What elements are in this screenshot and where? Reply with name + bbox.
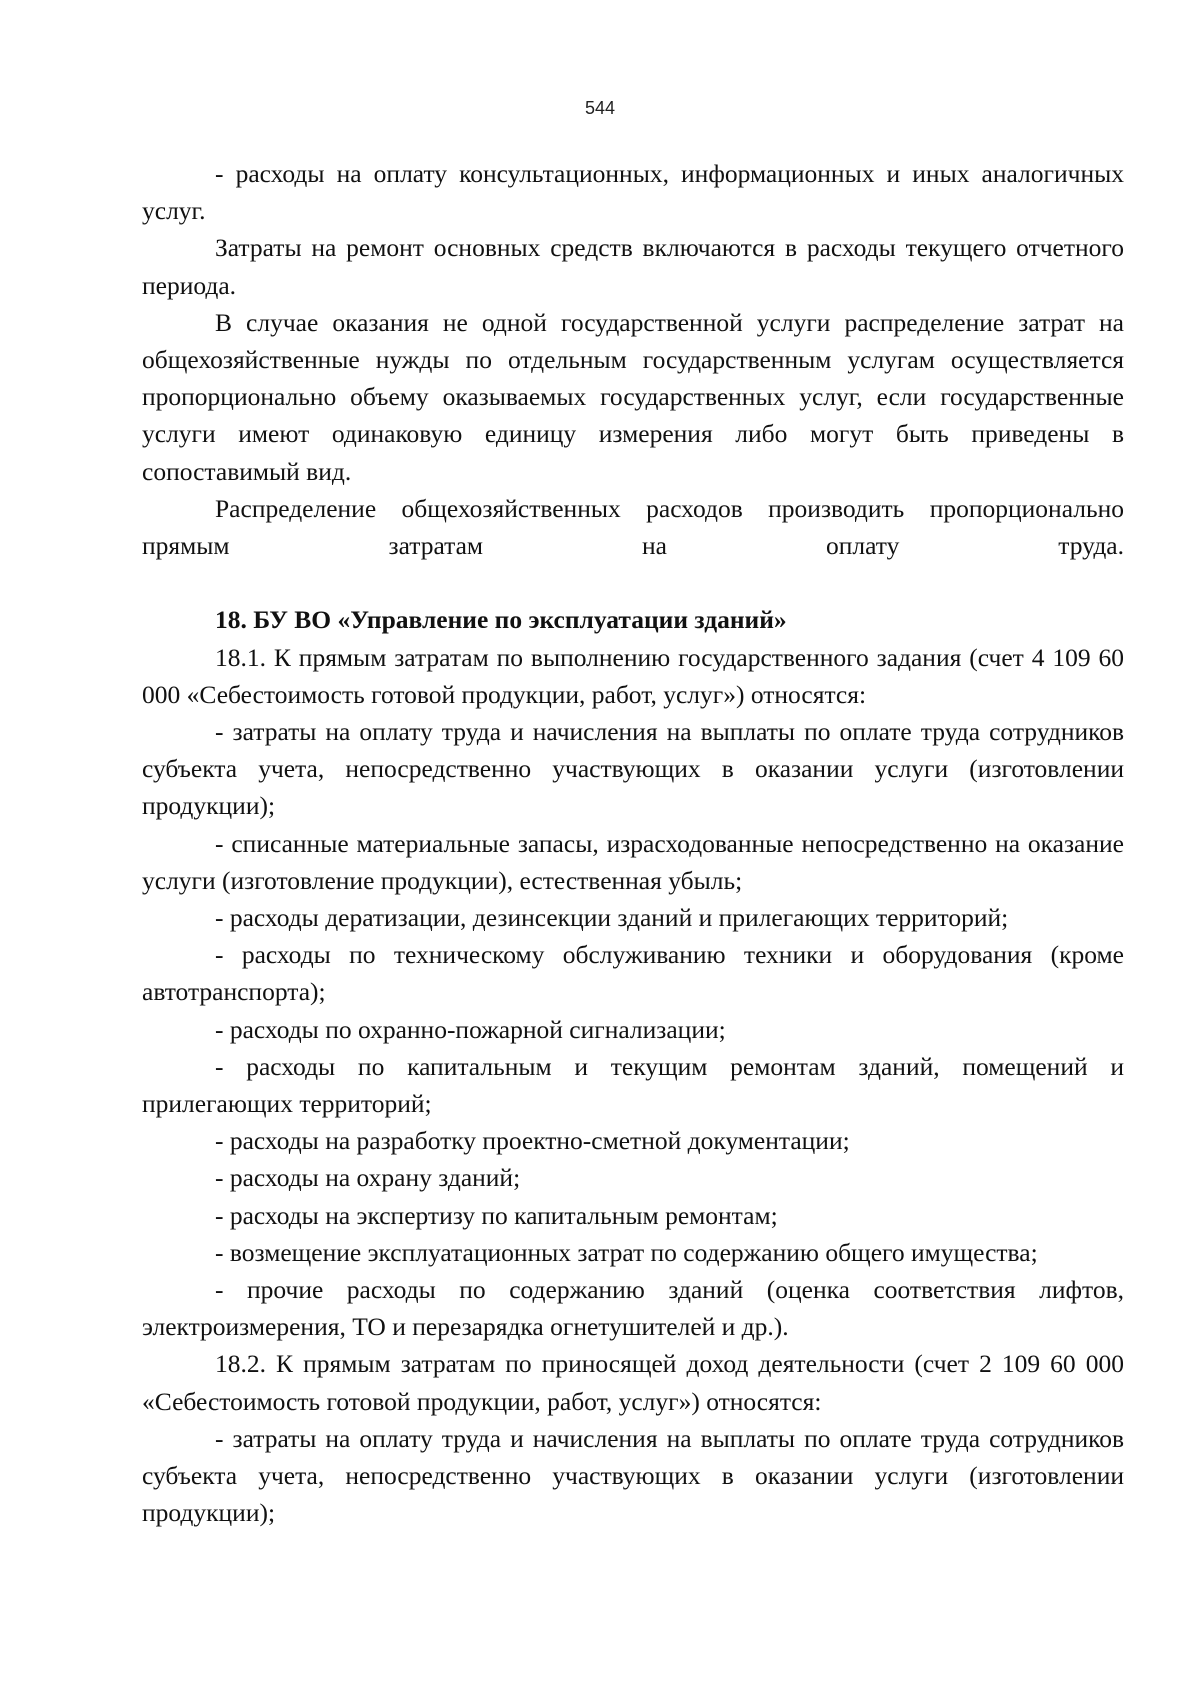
paragraph: 18.1. К прямым затратам по выполнению государственного задания (счет 4 109 60 000 «Себестоимость готовой продукции, работ, услуг») относятся:	[142, 642, 1124, 709]
section-heading: 18. БУ ВО «Управление по эксплуатации зданий»	[215, 605, 787, 635]
list-item: - расходы по техническому обслуживанию техники и оборудования (кроме автотранспорта);	[142, 940, 1124, 1007]
list-item: - прочие расходы по содержанию зданий (оценка соответствия лифтов, электроизмерения, ТО и перезарядка огнетушителей и др.).	[142, 1275, 1124, 1342]
paragraph: 18.2. К прямым затратам по приносящей доход деятельности (счет 2 109 60 000 «Себестоимость готовой продукции, работ, услуг») относятся:	[142, 1349, 1124, 1416]
list-item: - расходы на охрану зданий;	[215, 1163, 521, 1193]
document-body	[142, 155, 1124, 1532]
list-item: - возмещение эксплуатационных затрат по содержанию общего имущества;	[215, 1237, 1038, 1267]
paragraph: - расходы на оплату консультационных, информационных и иных аналогичных услуг.	[142, 159, 1124, 226]
list-item: - затраты на оплату труда и начисления на выплаты по оплате труда сотрудников субъекта учета, непосредственно участвующих в оказании услуги (изготовлении продукции);	[142, 717, 1124, 821]
list-item: - расходы по охранно-пожарной сигнализации;	[215, 1014, 726, 1044]
list-item: - расходы по капитальным и текущим ремонтам зданий, помещений и прилегающих территорий;	[142, 1051, 1124, 1119]
page-number: 544	[584, 98, 616, 118]
list-item: - затраты на оплату труда и начисления на выплаты по оплате труда сотрудников субъекта учета, непосредственно участвующих в оказании услуги (изготовлении продукции);	[142, 1423, 1124, 1528]
paragraph: Затраты на ремонт основных средств включаются в расходы текущего отчетного периода.	[142, 233, 1124, 300]
list-item: - расходы на разработку проектно-сметной документации;	[215, 1126, 850, 1156]
list-item: - расходы на экспертизу по капитальным ремонтам;	[215, 1200, 778, 1230]
paragraph: Распределение общехозяйственных расходов производить пропорционально прямым затратам на оплату труда.	[142, 493, 1124, 561]
list-item: - списанные материальные запасы, израсходованные непосредственно на оказание услуги (изготовление продукции), естественная убыль;	[142, 828, 1124, 895]
list-item: - расходы дератизации, дезинсекции зданий и прилегающих территорий;	[215, 903, 1009, 933]
paragraph: В случае оказания не одной государственной услуги распределение затрат на общехозяйственные нужды по отдельным государственным услугам осуществляется пропорционально объему оказываемых государственных услуг, если государственные услуги имеют одинаковую единицу измерения либо могут быть приведены в сопоставимый вид.	[142, 307, 1124, 486]
